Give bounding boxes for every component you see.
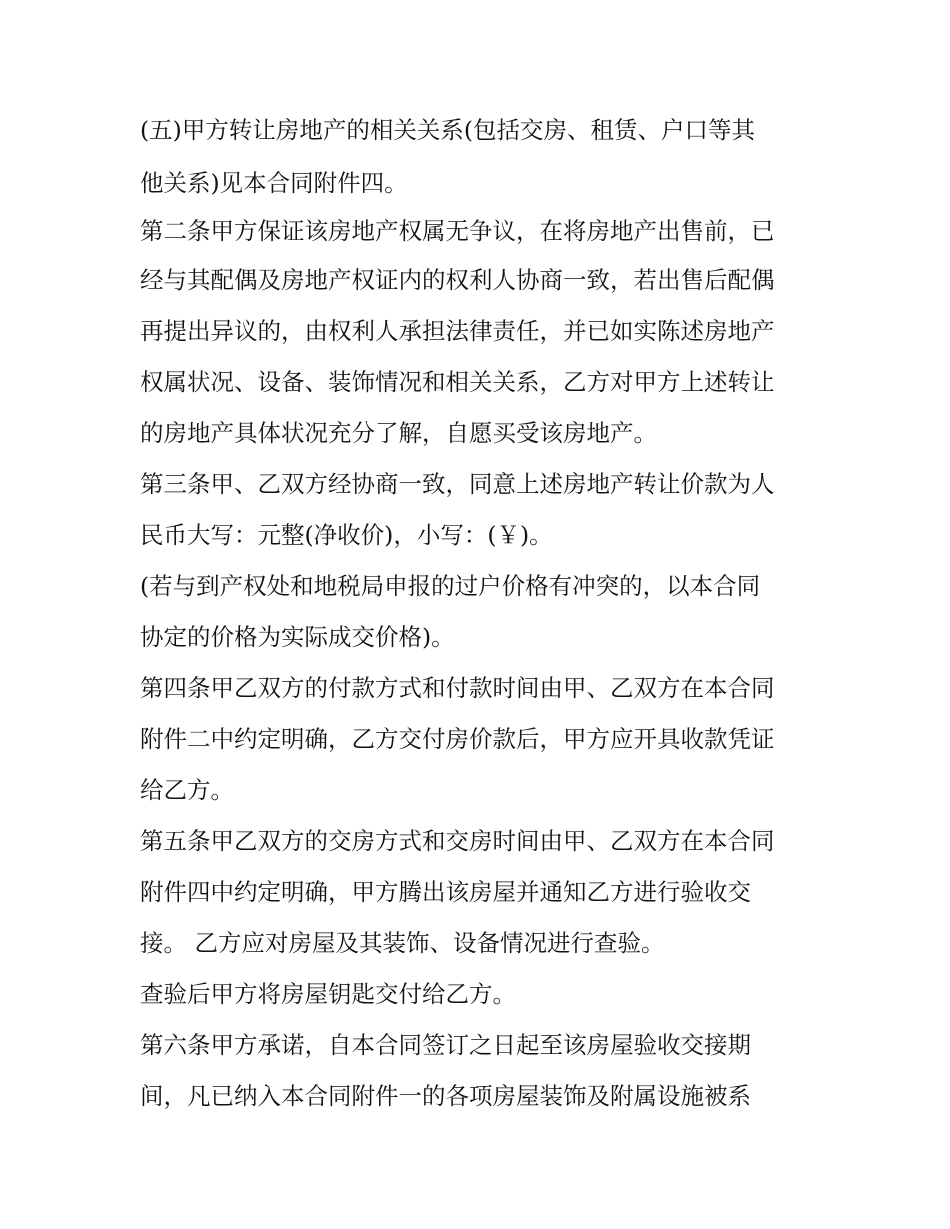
text-line: 查验后甲方将房屋钥匙交付给乙方。 xyxy=(140,980,516,1008)
text-line: 第三条甲、乙双方经协商一致，同意上述房地产转让价款为人 xyxy=(140,470,775,498)
text-line: 附件四中约定明确，甲方腾出该房屋并通知乙方进行验收交 xyxy=(140,878,751,906)
text-line: 第二条甲方保证该房地产权属无争议，在将房地产出售前，已 xyxy=(140,217,775,245)
text-line: 附件二中约定明确，乙方交付房价款后，甲方应开具收款凭证 xyxy=(140,725,775,753)
text-line: 经与其配偶及房地产权证内的权利人协商一致，若出售后配偶 xyxy=(140,266,775,294)
text-line: 权属状况、设备、装饰情况和相关关系，乙方对甲方上述转让 xyxy=(140,368,775,396)
text-line: 的房地产具体状况充分了解，自愿买受该房地产。 xyxy=(140,419,657,447)
text-line: (五)甲方转让房地产的相关关系(包括交房、租赁、户口等其 xyxy=(140,116,756,144)
text-line: 再提出异议的，由权利人承担法律责任，并已如实陈述房地产 xyxy=(140,317,775,345)
text-line: 他关系)见本合同附件四。 xyxy=(140,169,408,197)
text-line: 接。 乙方应对房屋及其装饰、设备情况进行查验。 xyxy=(140,929,665,957)
text-line: 第四条甲乙双方的付款方式和付款时间由甲、乙双方在本合同 xyxy=(140,674,775,702)
text-line: 第六条甲方承诺，自本合同签订之日起至该房屋验收交接期 xyxy=(140,1031,751,1059)
text-line: 协定的价格为实际成交价格)。 xyxy=(140,623,455,651)
text-line: 民币大写：元整(净收价)，小写：(￥)。 xyxy=(140,521,553,549)
text-line: 间，凡已纳入本合同附件一的各项房屋装饰及附属设施被系 xyxy=(140,1082,751,1110)
text-line: 第五条甲乙双方的交房方式和交房时间由甲、乙双方在本合同 xyxy=(140,827,775,855)
text-line: 给乙方。 xyxy=(140,776,234,804)
text-line: (若与到产权处和地税局申报的过户价格有冲突的，以本合同 xyxy=(140,572,761,600)
